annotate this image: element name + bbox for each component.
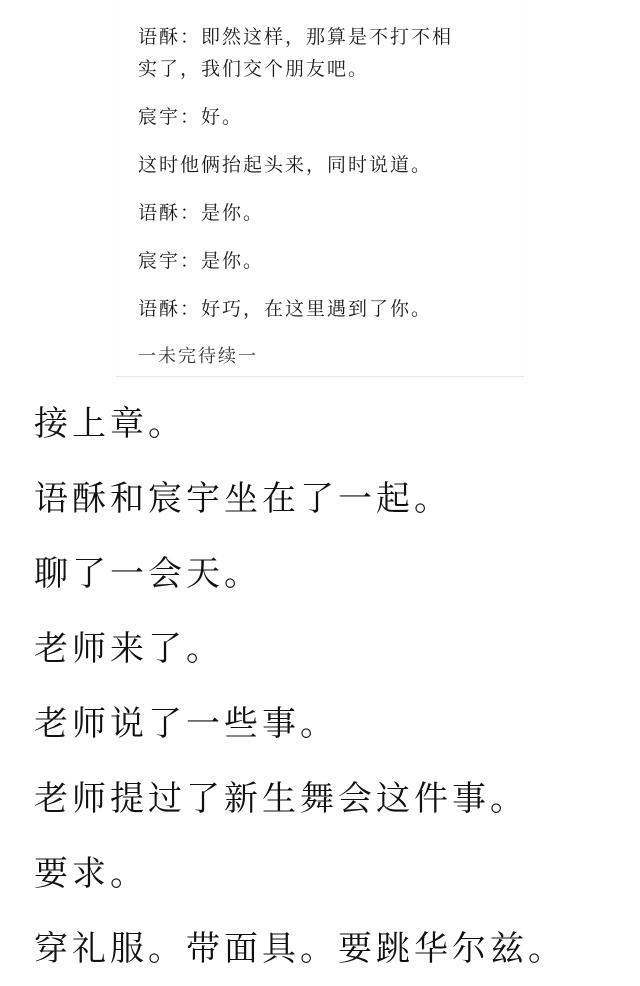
story-line: 穿礼服。带面具。要跳华尔兹。	[34, 929, 566, 969]
excerpt-line: 语酥：好巧，在这里遇到了你。	[138, 298, 433, 320]
excerpt-line: 宸宇：好。	[138, 106, 244, 128]
story-line: 聊了一会天。	[34, 554, 262, 594]
story-line: 要求。	[34, 854, 148, 894]
excerpt-line: 宸宇：是你。	[138, 250, 265, 272]
story-line: 接上章。	[34, 404, 186, 444]
to-be-continued-label: 一未完待续一	[138, 346, 258, 367]
excerpt-line: 语酥：即然这样，那算是不打不相	[138, 26, 454, 48]
excerpt-line: 实了，我们交个朋友吧。	[138, 58, 370, 80]
excerpt-line: 这时他俩抬起头来，同时说道。	[138, 154, 433, 176]
excerpt-line: 语酥：是你。	[138, 202, 265, 224]
story-line: 老师来了。	[34, 629, 224, 669]
story-line: 老师说了一些事。	[34, 704, 338, 744]
story-line: 老师提过了新生舞会这件事。	[34, 779, 528, 819]
story-line: 语酥和宸宇坐在了一起。	[34, 479, 452, 519]
